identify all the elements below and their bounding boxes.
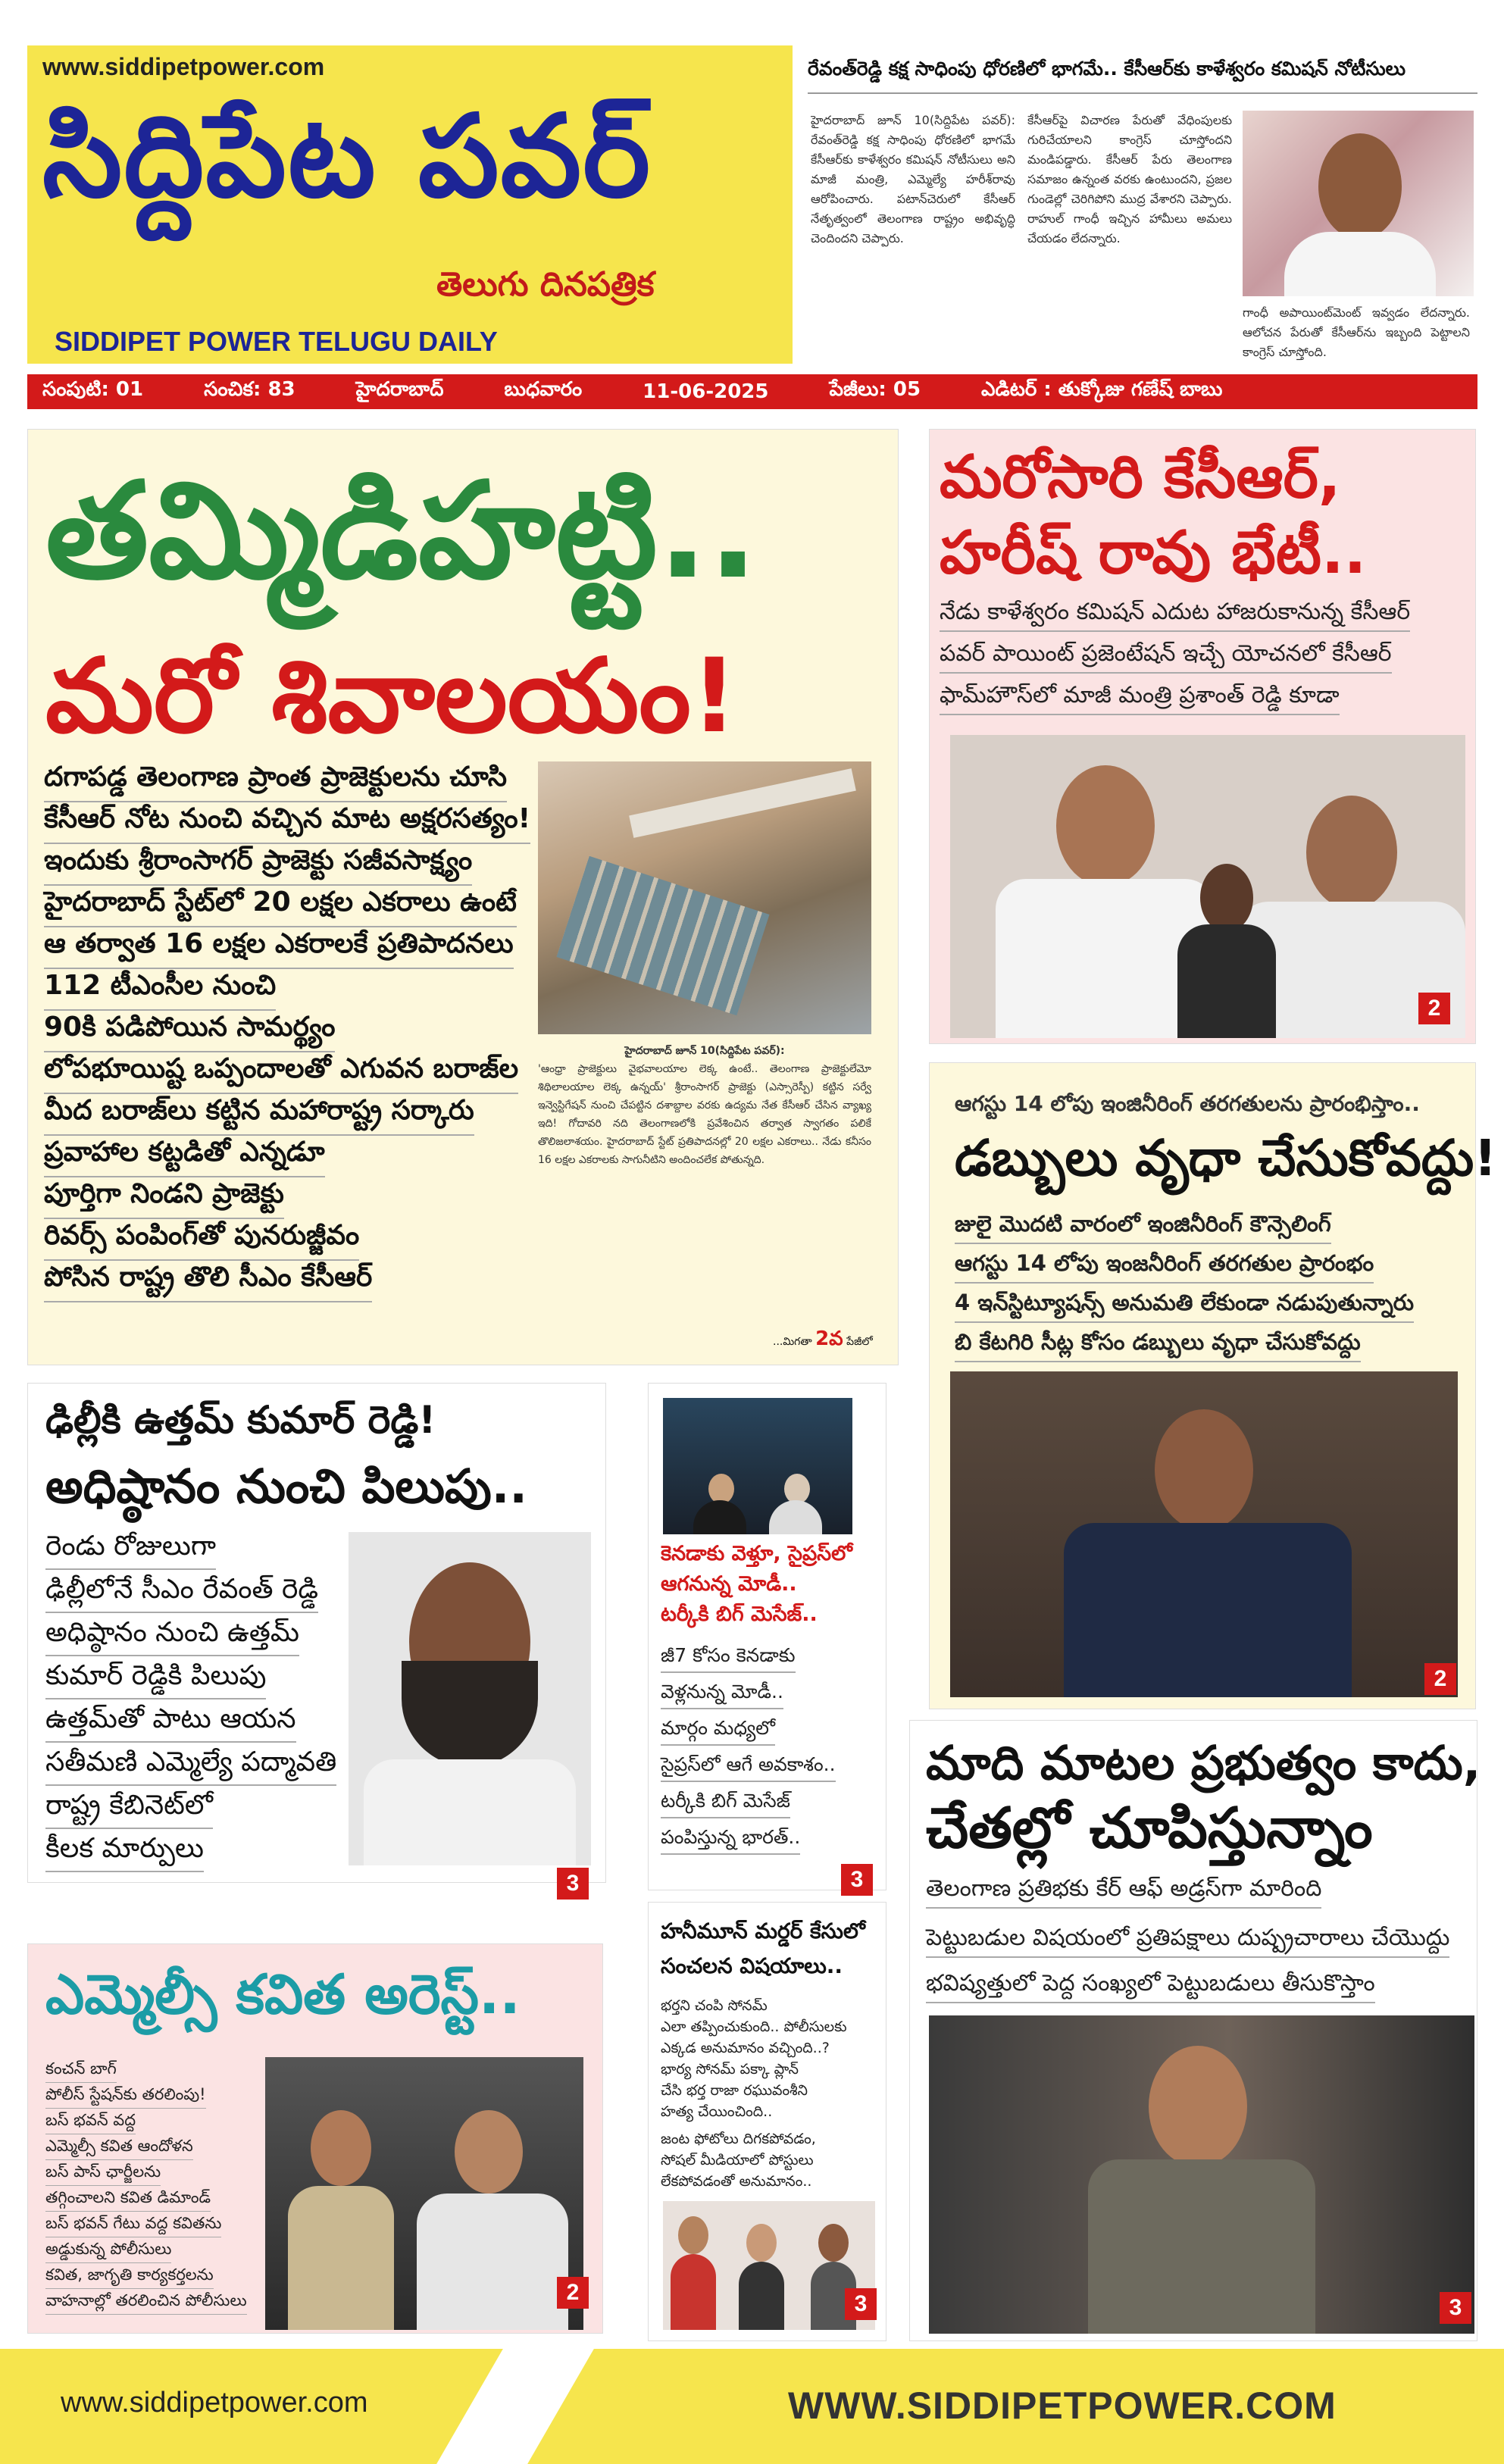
- continued-prefix: ...మిగతా: [773, 1336, 812, 1348]
- kavitha-line-6: తగ్గించాలని కవిత డిమాండ్: [45, 2188, 211, 2212]
- engineering-line-4: బి కేటగిరి సీట్ల కోసం డబ్బులు వృధా చేసుకోవద్దు: [955, 1329, 1361, 1362]
- main-dateline: హైదరాబాద్ జూన్ 10(సిద్దిపేట పవర్):: [624, 1045, 785, 1057]
- govt-page-badge[interactable]: 3: [1440, 2292, 1471, 2324]
- main-bullet: లోపభూయిష్ట ఒప్పందాలతో ఎగువన బరాజ్‌ల: [44, 1053, 518, 1094]
- engineering-line-2: ఆగస్టు 14 లోపు ఇంజనీరింగ్ తరగతుల ప్రారంభం: [955, 1250, 1374, 1284]
- modi-line-1: జీ7 కోసం కెనడాకు: [661, 1644, 796, 1673]
- kavitha-line-9: కవిత, జాగృతి కార్యకర్తలను: [45, 2265, 214, 2289]
- honeymoon-line-3: ఎక్కడ అనుమానం వచ్చింది..?: [661, 2040, 830, 2056]
- issue-date: 11-06-2025: [643, 380, 769, 403]
- top-story-column-1: హైదరాబాద్ జూన్ 10(సిద్దిపేట పవర్): రేవంత్‌రెడ్డి కక్ష సాధింపు ధోరణిలో భాగమే కేసీఆర్‌కు కాళేశ్వరం కమిషన్ నోటీసులు అని మాజీ మంత్రి, ఎమ్మెల్యే హరీశ్‌రావు ఆరోపించారు. పటాన్‌చెరులో కేసీఆర్ నేతృత్వంలో తెలంగాణ రాష్ట్రం అభివృద్ధి చెందిందని చెప్పారు.: [811, 113, 1015, 245]
- kcr-sub-2: పవర్ పాయింట్ ప్రజెంటేషన్ ఇచ్చే యోచనలో కేసీఆర్: [940, 640, 1392, 674]
- main-bullet: దగాపడ్డ తెలంగాణ ప్రాంత ప్రాజెక్టులను చూసి: [44, 761, 507, 802]
- modi-line-2: వెళ్లనున్న మోడీ..: [661, 1681, 783, 1709]
- uttam-headline-1[interactable]: ఢిల్లీకి ఉత్తమ్ కుమార్ రెడ్డి!: [45, 1398, 436, 1442]
- top-story-column-2: కేసీఆర్‌పై విచారణ పేరుతో వేధింపులకు గురిచేయాలని కాంగ్రెస్ చూస్తోందని మండిపడ్డారు. కేసీఆర్ పేరు తెలంగాణ సమాజం ఉన్నంత వరకు ఉంటుందని, ప్రజల గుండెల్లో చెరిగిపోని ముద్ర వేశారని చెప్పారు. రాహుల్ గాంధీ ఇచ్చిన హామీలు అమలు చేయడం లేదన్నారు.: [1027, 113, 1232, 245]
- kcr-page-badge[interactable]: 2: [1418, 993, 1450, 1024]
- kavitha-photo: [265, 2057, 583, 2330]
- kavitha-page-badge[interactable]: 2: [557, 2277, 589, 2309]
- uttam-line-7: రాష్ట్ర కేబినెట్‌లో: [45, 1790, 213, 1829]
- continued-suffix: పేజీలో: [846, 1336, 873, 1348]
- city: హైదరాబాద్: [355, 378, 444, 401]
- engineering-kicker: ఆగస్టు 14 లోపు ఇంజినీరింగ్ తరగతులను ప్రారంభిస్తాం..: [955, 1091, 1420, 1116]
- top-story-column-3: గాంధీ అపాయింట్‌మెంట్ ఇవ్వడం లేదన్నారు. ఆలోచన పేరుతో కేసీఆర్‌ను ఇబ్బంది పెట్టాలని కాంగ్రెస్ చూస్తోంది.: [1243, 305, 1470, 359]
- govt-line-3: భవిష్యత్తులో పెద్ద సంఖ్యలో పెట్టుబడులు తీసుకొస్తాం: [926, 1970, 1375, 2003]
- footer: [0, 2349, 1504, 2464]
- govt-line-2: పెట్టుబడుల విషయంలో ప్రతిపక్షాలు దుష్ప్రచారాలు చేయొద్దు: [926, 1925, 1449, 1958]
- brand-tagline: తెలుగు దినపత్రిక: [436, 265, 655, 304]
- editor: ఎడిటర్ : తుక్కోజు గణేష్ బాబు: [981, 378, 1223, 401]
- modi-line-4: సైప్రస్‌లో ఆగే అవకాశం..: [661, 1753, 836, 1782]
- modi-red-line-3: టర్కీకి బిగ్ మెసేజ్..: [661, 1603, 818, 1626]
- honeymoon-page-badge[interactable]: 3: [845, 2288, 877, 2320]
- dam-photo: [538, 761, 871, 1034]
- honeymoon-line-2: ఎలా తప్పించుకుంది.. పోలీసులకు: [661, 2018, 847, 2035]
- honeymoon-line-1: భర్తని చంపి సోనమ్: [661, 1997, 768, 2014]
- modi-red-line-2: ఆగనున్న మోడీ..: [661, 1572, 797, 1596]
- kavitha-line-8: అడ్డుకున్న పోలీసులు: [45, 2240, 171, 2263]
- main-bullet: హైదరాబాద్ స్టేట్‌లో 20 లక్షల ఎకరాలు ఉంటే: [44, 886, 517, 927]
- engineering-line-1: జులై మొదటి వారంలో ఇంజినీరింగ్ కౌన్సెలింగ్: [955, 1211, 1331, 1244]
- uttam-page-badge[interactable]: 3: [557, 1868, 589, 1900]
- modi-line-5: టర్కీకి బిగ్ మెసేజ్: [661, 1790, 790, 1818]
- uttam-line-3: అధిష్ఠానం నుంచి ఉత్తమ్: [45, 1617, 299, 1656]
- kcr-harish-photo: [950, 735, 1465, 1038]
- brand-english-name: SIDDIPET POWER TELUGU DAILY: [55, 326, 498, 357]
- main-bullet: కేసీఆర్ నోట నుంచి వచ్చిన మాట అక్షరసత్యం!: [44, 803, 530, 844]
- main-bullet: పూర్తిగా నిండని ప్రాజెక్టు: [44, 1178, 284, 1219]
- honeymoon-line-4: భార్య సోనమ్ పక్కా ప్లాన్: [661, 2061, 799, 2078]
- honeymoon-line-5: చేసి భర్త రాజా రఘువంశీని: [661, 2082, 808, 2099]
- main-bullet: ఆ తర్వాత 16 లక్షల ఎకరాలకే ప్రతిపాదనలు: [44, 928, 514, 969]
- main-bullet: పోసిన రాష్ట్ర తొలి సీఎం కేసీఆర్: [44, 1262, 372, 1302]
- kavitha-line-3: బస్ భవన్ వద్ద: [45, 2111, 136, 2134]
- modi-page-badge[interactable]: 3: [841, 1864, 873, 1896]
- main-headline-2[interactable]: మరో శివాలయం!: [45, 636, 738, 755]
- top-story-headline[interactable]: రేవంత్‌రెడ్డి కక్ష సాధింపు ధోరణిలో భాగమే.. కేసీఆర్‌కు కాళేశ్వరం కమిషన్ నోటీసులు: [808, 58, 1477, 94]
- top-story-photo: [1243, 111, 1474, 296]
- honeymoon-photo: [663, 2201, 875, 2330]
- engineering-page-badge[interactable]: 2: [1424, 1663, 1456, 1695]
- uttam-line-8: కీలక మార్పులు: [45, 1833, 204, 1872]
- modi-line-6: పంపిస్తున్న భారత్..: [661, 1826, 800, 1855]
- main-bullet: ప్రవాహాల కట్టడితో ఎన్నడూ: [44, 1137, 325, 1177]
- modi-red-line-1: కెనడాకు వెళ్తూ, సైప్రస్‌లో: [661, 1542, 852, 1565]
- main-story-body: [538, 1042, 871, 1345]
- kavitha-line-4: ఎమ్మెల్సీ కవిత ఆందోళన: [45, 2137, 193, 2160]
- footer-url-left[interactable]: www.siddipetpower.com: [61, 2387, 368, 2419]
- kcr-headline-2: హరీష్ రావు భేటీ..: [940, 519, 1367, 587]
- govt-headline-1[interactable]: మాది మాటల ప్రభుత్వం కాదు,: [926, 1735, 1481, 1790]
- main-bullet: 90కి పడిపోయిన సామర్థ్యం: [44, 1012, 335, 1052]
- uttam-line-5: ఉత్తమ్‌తో పాటు ఆయన: [45, 1703, 296, 1743]
- page-count: పేజీలు: 05: [829, 378, 921, 401]
- kcr-sub-3: ఫామ్‌హౌస్‌లో మాజీ మంత్రి ప్రశాంత్ రెడ్డి కూడా: [940, 682, 1340, 715]
- modi-line-3: మార్గం మధ్యలో: [661, 1717, 775, 1746]
- main-bullet: రివర్స్ పంపింగ్‌తో పునరుజ్జీవం: [44, 1220, 359, 1261]
- uttam-headline-2[interactable]: అధిష్ఠానం నుంచి పిలుపు..: [45, 1459, 527, 1514]
- honeymoon-line-6: హత్య చేయించింది..: [661, 2103, 773, 2120]
- kavitha-line-10: వాహనాల్లో తరలించిన పోలీసులు: [45, 2291, 247, 2315]
- main-bullet: ఇందుకు శ్రీరాంసాగర్ ప్రాజెక్టు సజీవసాక్ష్యం: [44, 845, 472, 886]
- engineering-line-3: 4 ఇన్‌స్టిట్యూషన్స్ అనుమతి లేకుండా నడుపుతున్నారు: [955, 1290, 1414, 1323]
- brand-title: సిద్దిపేట పవర్: [42, 91, 652, 223]
- main-bullet: మీద బరాజ్‌లు కట్టిన మహారాష్ట్ర సర్కారు: [44, 1095, 474, 1136]
- site-url[interactable]: www.siddipetpower.com: [42, 53, 325, 80]
- uttam-line-2: ఢిల్లీలోనే సీఎం రేవంత్ రెడ్డి: [45, 1574, 318, 1613]
- govt-line-1: తెలంగాణ ప్రతిభకు కేర్ ఆఫ్ అడ్రస్‌గా మారింది: [926, 1875, 1321, 1909]
- honeymoon-headline-2[interactable]: సంచలన విషయాలు..: [661, 1953, 843, 1978]
- kavitha-line-1: కంచన్ బాగ్: [45, 2059, 117, 2083]
- kavitha-line-2: పోలీస్ స్టేషన్‌కు తరలింపు!: [45, 2085, 206, 2109]
- engineering-headline[interactable]: డబ్బులు వృధా చేసుకోవద్దు!: [955, 1129, 1497, 1187]
- kavitha-headline[interactable]: ఎమ్మెల్సీ కవిత అరెస్ట్..: [45, 1962, 521, 2026]
- modi-meeting-photo: [663, 1398, 852, 1534]
- honeymoon-headline-1[interactable]: హనీమూన్ మర్డర్ కేసులో: [661, 1918, 865, 1943]
- uttam-line-6: సతీమణి ఎమ్మెల్యే పద్మావతి: [45, 1746, 336, 1786]
- honeymoon-line-8: సోషల్ మీడియాలో పోస్టులు: [661, 2152, 814, 2169]
- main-bullet: 112 టీఎంసీల నుంచి: [44, 970, 276, 1011]
- issue-number: సంచిక: 83: [204, 378, 295, 401]
- kcr-headline[interactable]: [940, 439, 1366, 591]
- continued-page: 2వ: [815, 1327, 843, 1350]
- continued-label[interactable]: [773, 1327, 873, 1355]
- issue-info-bar: [27, 374, 1477, 409]
- honeymoon-line-7: జంట ఫోటోలు దిగకపోవడం,: [661, 2131, 816, 2147]
- weekday: బుధవారం: [504, 378, 583, 401]
- footer-url-right[interactable]: WWW.SIDDIPETPOWER.COM: [788, 2384, 1337, 2427]
- main-headline-1[interactable]: తమ్మిడిహట్టి..: [45, 455, 758, 608]
- honeymoon-line-9: లేకపోవడంతో అనుమానం..: [661, 2173, 812, 2190]
- kcr-sub-1: నేడు కాళేశ్వరం కమిషన్ ఎదుట హాజరుకానున్న కేసీఆర్: [940, 599, 1410, 632]
- main-body-text: 'ఆంధ్రా ప్రాజెక్టులు వైభవాలయాల లెక్క ఉంటే.. తెలంగాణ ప్రాజెక్టులేమో శిథిలాలయాల లెక్క ఉన్నయ్' శ్రీరాంసాగర్ ప్రాజెక్టు (ఎస్సారెస్పీ) కట్టిన సర్వే ఇన్వెస్టిగేషన్ నుంచి చేపట్టిన దశాబ్దాల వరకు ఉద్యమ నేత కేసీఆర్ చేసిన వ్యాఖ్య ఇది! గోదావరి నది తెలంగాణలోకి ప్రవేశించిన తర్వాత స్వాగతం పలికే తొలిజలాశయం. హైదరాబాద్ స్టేట్ ప్రతిపాదనల్లో 20 లక్షల ఎకరాలు.. నేడు కనీసం 16 లక్షల ఎకరాలకు సాగునీటిని అందించలేక పోతున్నది.: [538, 1063, 871, 1166]
- masthead: [27, 45, 793, 364]
- engineering-official-photo: [950, 1371, 1458, 1697]
- uttam-line-1: రెండు రోజులుగా: [45, 1531, 216, 1570]
- kavitha-line-5: బస్ పాస్ ఛార్జీలను: [45, 2162, 161, 2186]
- kavitha-line-7: బస్ భవన్ గేటు వద్ద కవితను: [45, 2214, 221, 2237]
- kcr-headline-1: మరోసారి కేసీఆర్,: [940, 443, 1341, 511]
- volume: సంపుటి: 01: [42, 378, 144, 401]
- uttam-line-4: కుమార్ రెడ్డికి పిలుపు: [45, 1660, 266, 1699]
- govt-headline-2[interactable]: చేతల్లో చూపిస్తున్నాం: [926, 1796, 1373, 1861]
- uttam-photo: [349, 1532, 591, 1865]
- minister-photo: [929, 2015, 1474, 2334]
- footer-divider: [436, 2349, 594, 2464]
